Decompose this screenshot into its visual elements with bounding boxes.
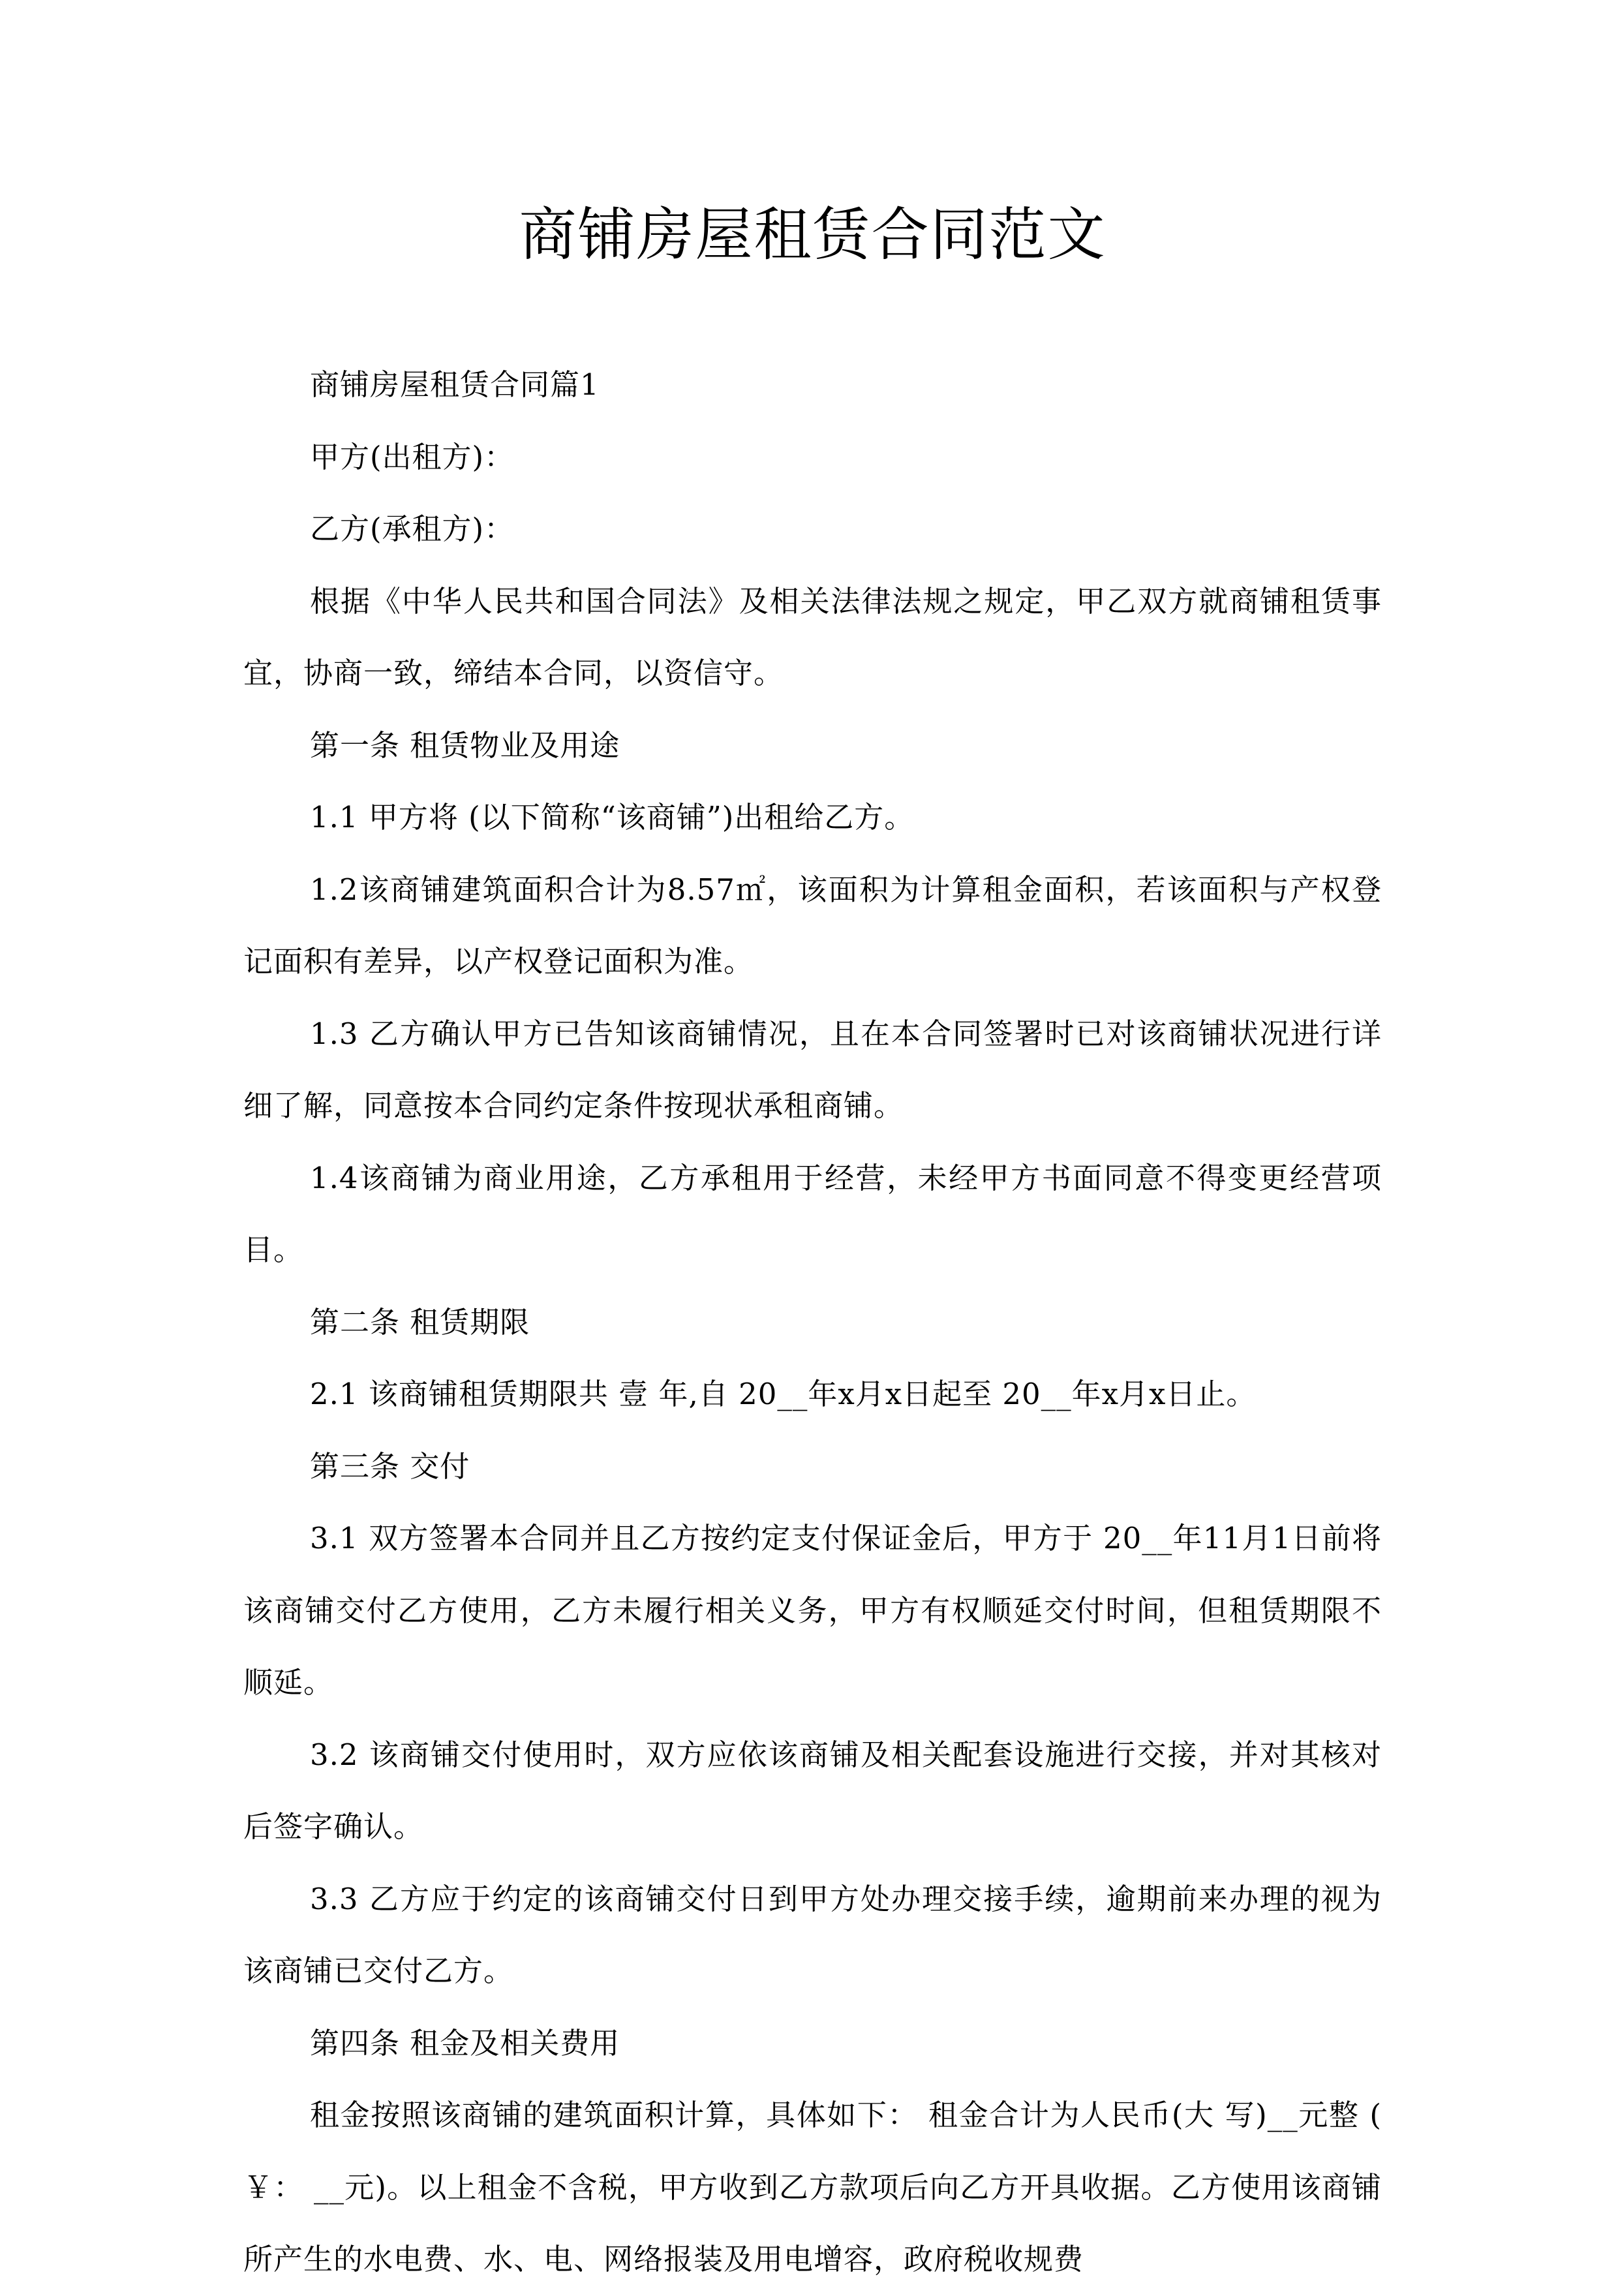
article-2-heading: 第二条 租赁期限 xyxy=(310,1304,530,1339)
clause-3-3: 3.3 乙方应于约定的该商铺交付日到甲方处办理交接手续，逾期前来办理的视为该商铺已交付乙方。 xyxy=(243,1881,1382,1988)
party-b-label: 乙方(承租方)： xyxy=(310,512,515,546)
article-4-rent-paragraph: 租金按照该商铺的建筑面积计算，具体如下： 租金合计为人民币(大 写)__元整 ( ￥： __元)。以上租金不含税，甲方收到乙方款项后向乙方开具收据。乙方使用该商铺所产生的水电费、水、电、网络报装及用电增容，政府税收规费 xyxy=(243,2098,1382,2276)
clause-1-1: 1.1 甲方将 (以下简称“该商铺”)出租给乙方。 xyxy=(310,800,915,834)
document-body xyxy=(243,349,1382,2296)
article-3-heading: 第三条 交付 xyxy=(310,1448,470,1484)
clause-3-2: 3.2 该商铺交付使用时，双方应依该商铺及相关配套设施进行交接，并对其核对后签字确认。 xyxy=(243,1737,1382,1844)
section-heading-contract-1: 商铺房屋租赁合同篇1 xyxy=(310,367,600,402)
clause-1-3: 1.3 乙方确认甲方已告知该商铺情况，且在本合同签署时已对该商铺状况进行详细了解，同意按本合同约定条件按现状承租商铺。 xyxy=(243,1016,1382,1123)
clause-1-4: 1.4该商铺为商业用途，乙方承租用于经营，未经甲方书面同意不得变更经营项目。 xyxy=(243,1160,1382,1267)
article-4-heading: 第四条 租金及相关费用 xyxy=(310,2025,620,2060)
clause-1-2: 1.2该商铺建筑面积合计为8.57㎡，该面积为计算租金面积，若该面积与产权登记面积有差异，以产权登记面积为准。 xyxy=(243,872,1382,979)
document-title: 商铺房屋租赁合同范文 xyxy=(519,201,1107,268)
article-1-heading: 第一条 租赁物业及用途 xyxy=(310,727,620,763)
clause-2-1: 2.1 该商铺租赁期限共 壹 年,自 20__年x月x日起至 20__年x月x日止。 xyxy=(310,1377,1257,1411)
party-a-label: 甲方(出租方)： xyxy=(310,439,515,474)
preamble-paragraph: 根据《中华人民共和国合同法》及相关法律法规之规定，甲乙双方就商铺租赁事宜，协商一致，缔结本合同，以资信守。 xyxy=(243,583,1382,690)
clause-3-1: 3.1 双方签署本合同并且乙方按约定支付保证金后，甲方于 20__年11月1日前将该商铺交付乙方使用，乙方未履行相关义务，甲方有权顺延交付时间，但租赁期限不顺延。 xyxy=(243,1521,1382,1700)
